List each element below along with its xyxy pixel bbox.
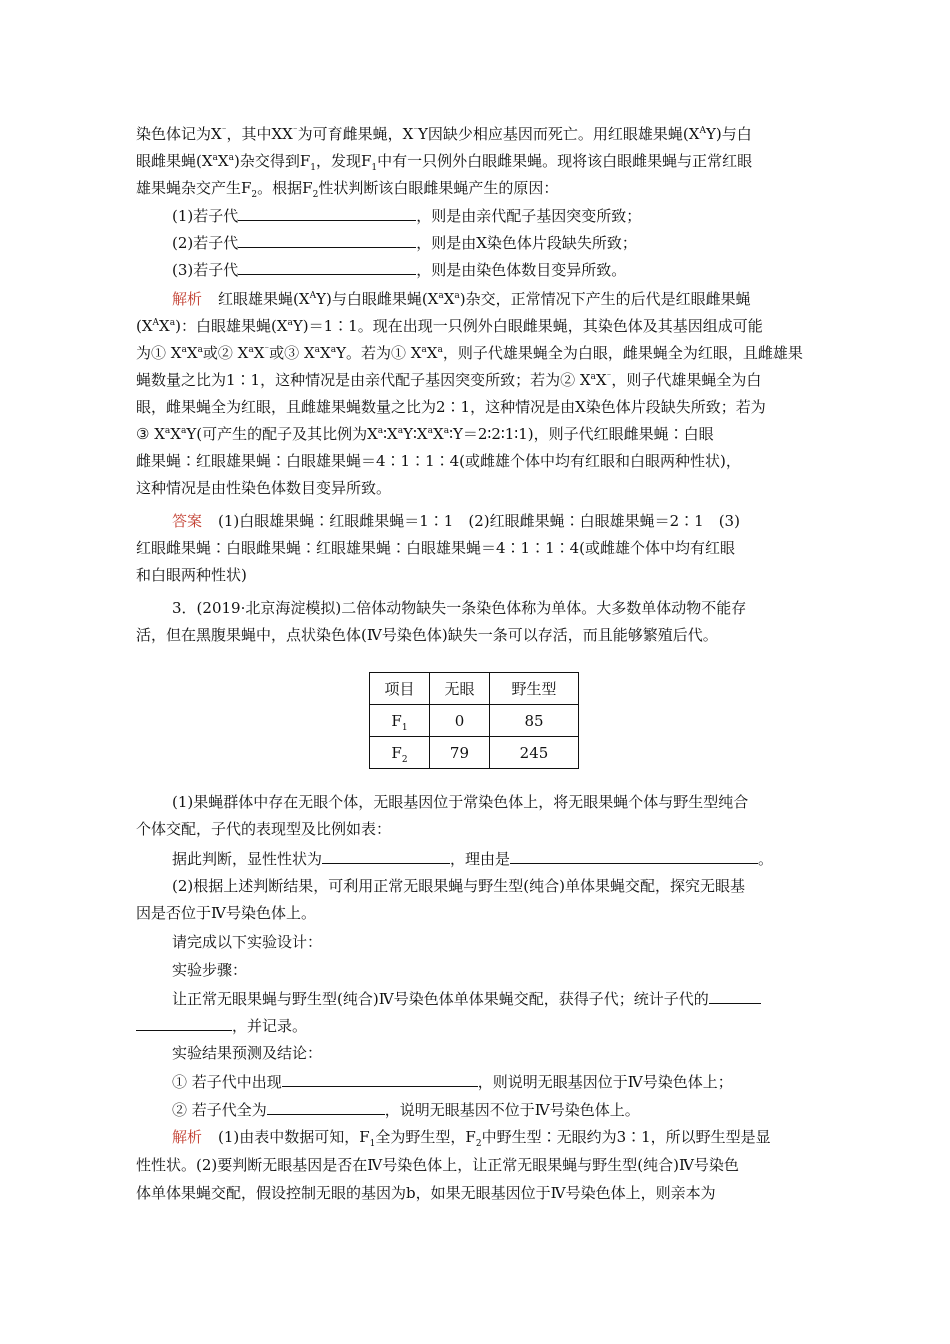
table-cell: 79 [429, 737, 489, 769]
table-header-cell: 野生型 [489, 673, 578, 705]
answer-blank[interactable] [238, 259, 416, 275]
analysis-label: 解析 [172, 1128, 203, 1146]
question-3-line: 3．(2019·北京海淀模拟)二倍体动物缺失一条染色体称为单体。大多数单体动物不能存 [172, 599, 747, 617]
analysis-line: 雌果蝇∶红眼雄果蝇∶白眼雄果蝇＝4∶1∶1∶4(或雌雄个体中均有红眼和白眼两种性状)， [136, 452, 741, 470]
question-line: (1)若子代 ，则是由亲代配子基因突变所致； [172, 207, 642, 225]
analysis-line: 解析 红眼雄果蝇$(X^AY)$与白眼雌果蝇$(X^aX^a)$杂交，正常情况下产生的后代是红眼雌果蝇 [172, 290, 751, 308]
analysis-line: $(X^AX^a)$：白眼雄果蝇$(X^aY)=1∶1$。现在出现一只例外白眼雌果蝇，其染色体及其基因组成可能 [136, 317, 763, 335]
analysis-line: 解析 (1)由表中数据可知，$F_1$全为野生型，$F_2$中野生型∶无眼约为3∶1，所以野生型是显 [172, 1128, 771, 1149]
table-cell: $F_2$ [370, 737, 430, 769]
question-line: 据此判断，显性性状为 ，理由是 。 [172, 850, 774, 868]
analysis-line: ③ $X^aX^aY$(可产生的配子及其比例为$X^a∶X^aY∶X^aX^a∶Y=2∶2∶1∶1$)，则子代红眼雌果蝇∶白眼 [136, 425, 714, 443]
answer-blank[interactable] [510, 848, 758, 864]
para-line: 眼雌果蝇$(X^aX^a)$杂交得到$F_1$，发现$F_1$中有一只例外白眼雌果蝇。现将该白眼雌果蝇与正常红眼 [136, 152, 753, 173]
question-line: (2)根据上述判断结果，可利用正常无眼果蝇与野生型(纯合)单体果蝇交配，探究无眼基 [172, 877, 745, 895]
analysis-line: 眼，雌果蝇全为红眼，且雌雄果蝇数量之比为2∶1，这种情况是由X染色体片段缺失所致；若为 [136, 398, 766, 416]
cross-results-table [369, 672, 579, 769]
table-header-cell: 无眼 [429, 673, 489, 705]
analysis-line: 为① $X^aX^a$或② $X^aX^{^-}$或③ $X^aX^aY$。若为① $X^aX^a$，则子代雄果蝇全为白眼，雌果蝇全为红眼，且雌雄果 [136, 344, 803, 362]
analysis-line: 蝇数量之比为1∶1，这种情况是由亲代配子基因突变所致；若为② $X^aX^{^-}$，则子代雄果蝇全为白 [136, 371, 762, 389]
question-line: 让正常无眼果蝇与野生型(纯合)Ⅳ号染色体单体果蝇交配，获得子代；统计子代的 [172, 988, 761, 1012]
question-3-line: 活，但在黑腹果蝇中，点状染色体(Ⅳ号染色体)缺失一条可以存活，而且能够繁殖后代。 [136, 626, 718, 644]
answer-line: 答案 (1)白眼雄果蝇∶红眼雌果蝇＝1∶1 (2)红眼雌果蝇∶白眼雄果蝇＝2∶1 (3) [172, 512, 740, 530]
question-line: 个体交配，子代的表现型及比例如表： [136, 820, 392, 838]
answer-line: 红眼雌果蝇∶白眼雌果蝇∶红眼雄果蝇∶白眼雄果蝇＝4∶1∶1∶4(或雌雄个体中均有红眼 [136, 539, 736, 557]
analysis-line: 体单体果蝇交配，假设控制无眼的基因为b，如果无眼基因位于Ⅳ号染色体上，则亲本为 [136, 1184, 716, 1202]
analysis-line: 这种情况是由性染色体数目变异所致。 [136, 479, 392, 497]
question-line: 请完成以下实验设计： [172, 933, 323, 951]
question-line: 实验步骤： [172, 961, 248, 979]
para-line: 染色体记为X⁻，其中XX⁻为可育雌果蝇，X⁻Y因缺少相应基因而死亡。用红眼雄果蝇$(X^AY)$与白 [136, 125, 752, 143]
answer-blank[interactable] [238, 232, 416, 248]
table-cell: 85 [489, 705, 578, 737]
table-header-cell: 项目 [370, 673, 430, 705]
table-header-row [370, 673, 579, 705]
table-cell: $F_1$ [370, 705, 430, 737]
answer-blank[interactable] [267, 1099, 385, 1115]
answer-blank[interactable] [322, 848, 450, 864]
analysis-line: 性性状。(2)要判断无眼基因是否在Ⅳ号染色体上，让正常无眼果蝇与野生型(纯合)Ⅳ号染色 [136, 1156, 739, 1174]
question-line: 实验结果预测及结论： [172, 1044, 323, 1062]
table-row [370, 705, 579, 737]
question-line: 因是否位于Ⅳ号染色体上。 [136, 904, 316, 922]
answer-blank[interactable] [709, 988, 761, 1004]
analysis-label: 解析 [172, 290, 203, 308]
question-line: ② 若子代全为 ，说明无眼基因不位于Ⅳ号染色体上。 [172, 1101, 640, 1119]
table-cell: 245 [489, 737, 578, 769]
question-line: ，并记录。 [136, 1015, 307, 1039]
answer-line: 和白眼两种性状) [136, 566, 247, 584]
table-row [370, 737, 579, 769]
table-cell: 0 [429, 705, 489, 737]
answer-blank[interactable] [238, 205, 416, 221]
question-line: (3)若子代 ，则是由染色体数目变异所致。 [172, 261, 627, 279]
para-line: 雄果蝇杂交产生$F_2$。根据$F_2$性状判断该白眼雌果蝇产生的原因： [136, 179, 559, 200]
answer-blank[interactable] [136, 1015, 232, 1031]
question-line: ① 若子代中出现 ，则说明无眼基因位于Ⅳ号染色体上； [172, 1073, 733, 1091]
answer-blank[interactable] [282, 1071, 478, 1087]
answer-label: 答案 [172, 512, 203, 530]
question-line: (2)若子代 ，则是由X染色体片段缺失所致； [172, 234, 637, 252]
question-line: (1)果蝇群体中存在无眼个体，无眼基因位于常染色体上，将无眼果蝇个体与野生型纯合 [172, 793, 749, 811]
